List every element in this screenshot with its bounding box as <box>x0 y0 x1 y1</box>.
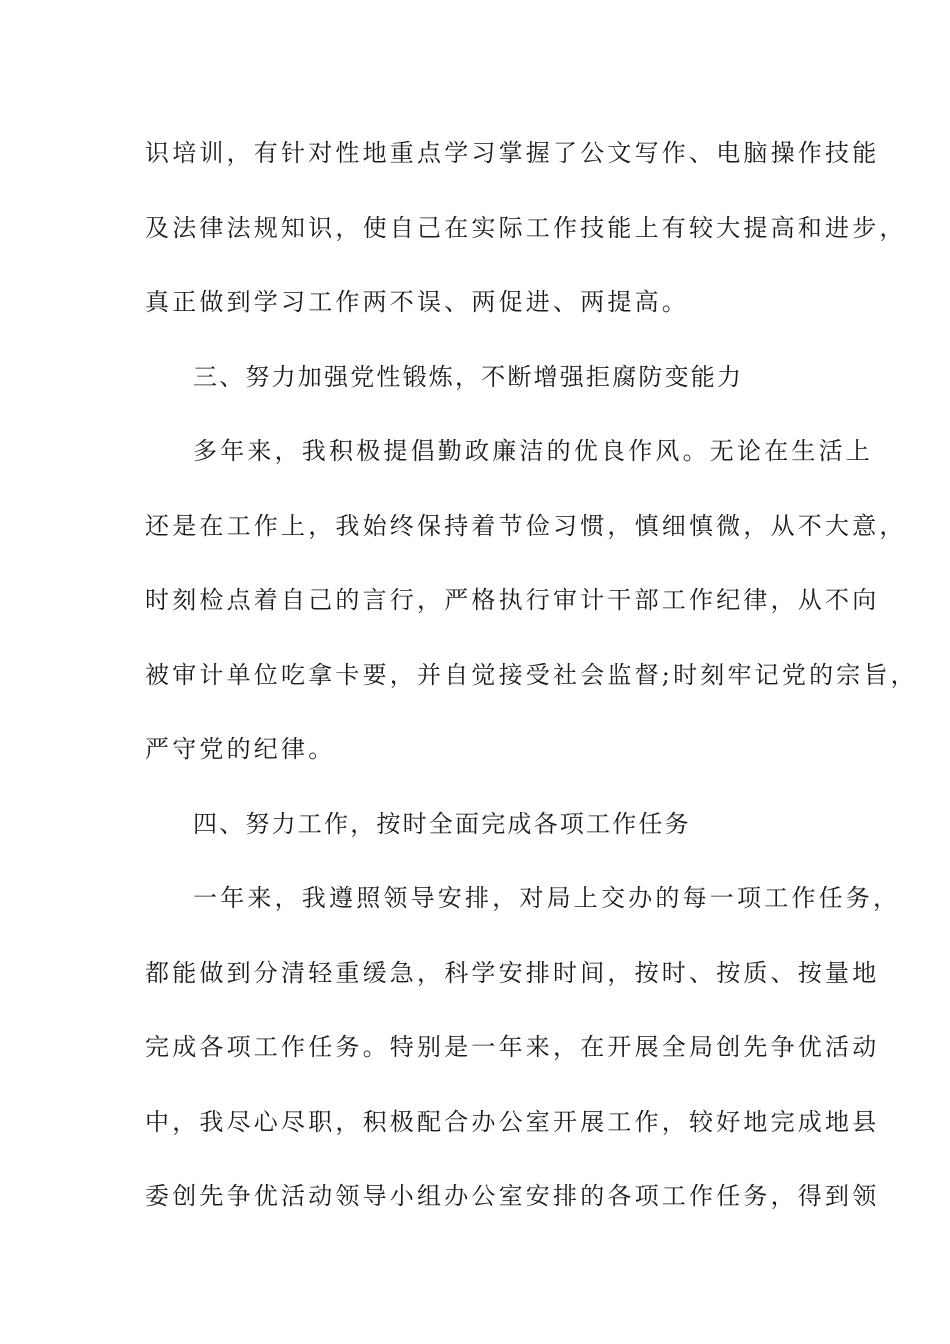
paragraph-3-line-1: 一年来，我遵照领导安排，对局上交办的每一项工作任务， <box>193 884 901 912</box>
paragraph-2-line-4: 被审计单位吃拿卡要，并自觉接受社会监督;时刻牢记党的宗旨， <box>145 661 918 689</box>
paragraph-2-line-3: 时刻检点着自己的言行，严格执行审计干部工作纪律，从不向 <box>145 586 880 614</box>
paragraph-1-line-1: 识培训，有针对性地重点学习掌握了公文写作、电脑操作技能 <box>145 139 880 167</box>
paragraph-1-line-2: 及法律法规知识，使自己在实际工作技能上有较大提高和进步， <box>145 214 907 242</box>
paragraph-2-line-1: 多年来，我积极提倡勤政廉洁的优良作风。无论在生活上 <box>193 437 873 465</box>
paragraph-3-line-3: 完成各项工作任务。特别是一年来，在开展全局创先争优活动 <box>145 1033 880 1061</box>
paragraph-2-line-5: 严守党的纪律。 <box>145 735 336 763</box>
paragraph-3-line-4: 中，我尽心尽职，积极配合办公室开展工作，较好地完成地县 <box>145 1108 880 1136</box>
paragraph-2-line-2: 还是在工作上，我始终保持着节俭习惯，慎细慎微，从不大意， <box>145 512 907 540</box>
paragraph-3-line-5: 委创先争优活动领导小组办公室安排的各项工作任务，得到领 <box>145 1182 880 1210</box>
paragraph-1-line-3: 真正做到学习工作两不误、两促进、两提高。 <box>145 288 689 316</box>
section-heading-3: 三、努力加强党性锻炼，不断增强拒腐防变能力 <box>193 363 744 391</box>
section-heading-4: 四、努力工作，按时全面完成各项工作任务 <box>193 810 691 838</box>
paragraph-3-line-2: 都能做到分清轻重缓急，科学安排时间，按时、按质、按量地 <box>145 959 880 987</box>
